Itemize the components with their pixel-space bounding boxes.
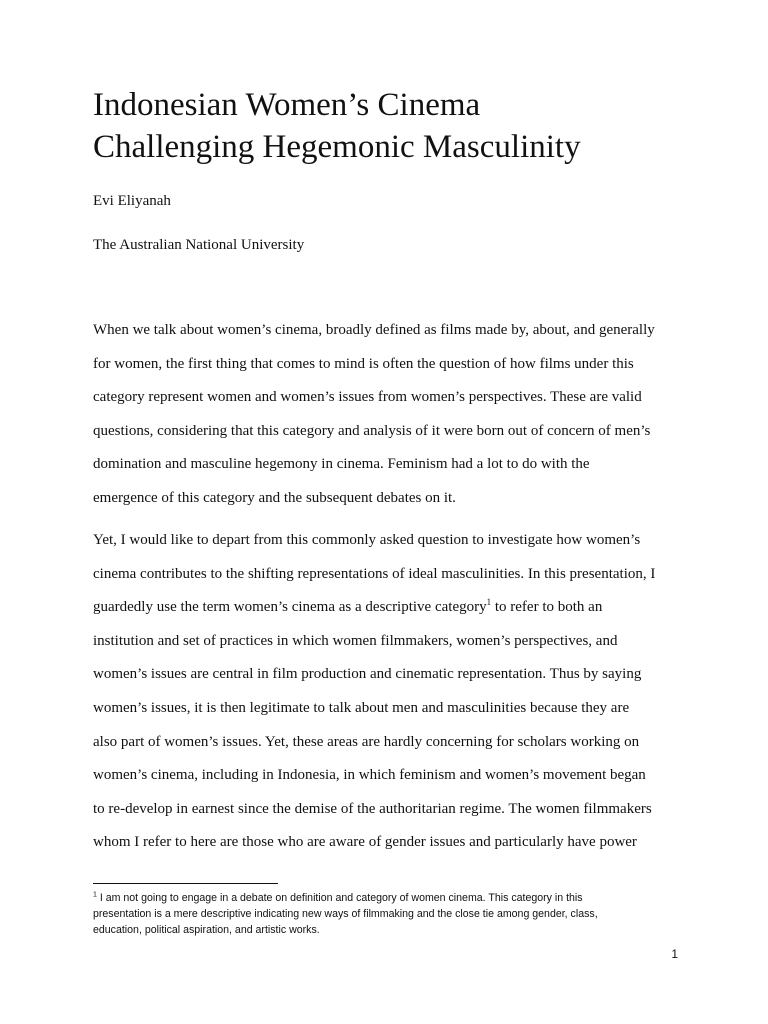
paragraph-line: whom I refer to here are those who are aware of gender issues and particularly have power bbox=[93, 834, 637, 851]
paragraph-line: women’s issues are central in film production and cinematic representation. Thus by saying bbox=[93, 666, 642, 683]
paragraph-line: institution and set of practices in which women filmmakers, women’s perspectives, and bbox=[93, 632, 618, 649]
paragraph-line: cinema contributes to the shifting representations of ideal masculinities. In this presentation, I bbox=[93, 565, 656, 582]
paragraph-line: women’s cinema, including in Indonesia, in which feminism and women’s movement began bbox=[93, 767, 646, 784]
paragraph-line: to re-develop in earnest since the demise of the authoritarian regime. The women filmmakers bbox=[93, 800, 652, 817]
page-number: 1 bbox=[671, 947, 678, 961]
paper-title bbox=[93, 84, 733, 168]
paragraph-line: also part of women’s issues. Yet, these areas are hardly concerning for scholars working on bbox=[93, 733, 640, 750]
author-affiliation: The Australian National University bbox=[93, 237, 305, 253]
paragraph-line: for women, the first thing that comes to mind is often the question of how films under this bbox=[93, 355, 634, 372]
footnote-separator bbox=[93, 883, 278, 884]
footnote-1 bbox=[93, 890, 693, 938]
paragraph-line: emergence of this category and the subsequent debates on it. bbox=[93, 489, 456, 506]
paragraph-line: When we talk about women’s cinema, broadly defined as films made by, about, and generally bbox=[93, 322, 655, 338]
footnote-reference[interactable]: 1 bbox=[486, 597, 492, 608]
paragraph-line: category represent women and women’s issues from women’s perspectives. These are valid bbox=[93, 389, 642, 406]
body-paragraph-1 bbox=[93, 314, 693, 516]
footnote-line: education, political aspiration, and artistic works. bbox=[93, 924, 320, 936]
author-name: Evi Eliyanah bbox=[93, 193, 171, 209]
paragraph-line: Yet, I would like to depart from this commonly asked question to investigate how women’s bbox=[93, 532, 641, 548]
paragraph-line: questions, considering that this category and analysis of it were born out of concern of men’s bbox=[93, 422, 651, 439]
footnote-line bbox=[93, 890, 693, 906]
title-line-1: Indonesian Women’s Cinema bbox=[93, 87, 481, 123]
paragraph-line: women’s issues, it is then legitimate to talk about men and masculinities because they are bbox=[93, 699, 630, 716]
paragraph-line-with-footnote-ref bbox=[93, 591, 693, 625]
footnote-line: presentation is a mere descriptive indicating new ways of filmmaking and the close tie among gender, class, bbox=[93, 908, 598, 920]
paragraph-line-text: guardedly use the term women’s cinema as a descriptive category bbox=[93, 599, 487, 616]
paragraph-line-text: to refer to both an bbox=[491, 599, 603, 616]
body-paragraph-2 bbox=[93, 524, 693, 860]
paragraph-line: domination and masculine hegemony in cinema. Feminism had a lot to do with the bbox=[93, 456, 590, 473]
footnote-line-text: I am not going to engage in a debate on definition and category of women cinema. This category in this bbox=[96, 892, 583, 904]
footnote-marker: 1 bbox=[93, 891, 97, 899]
title-line-2: Challenging Hegemonic Masculinity bbox=[93, 129, 581, 165]
